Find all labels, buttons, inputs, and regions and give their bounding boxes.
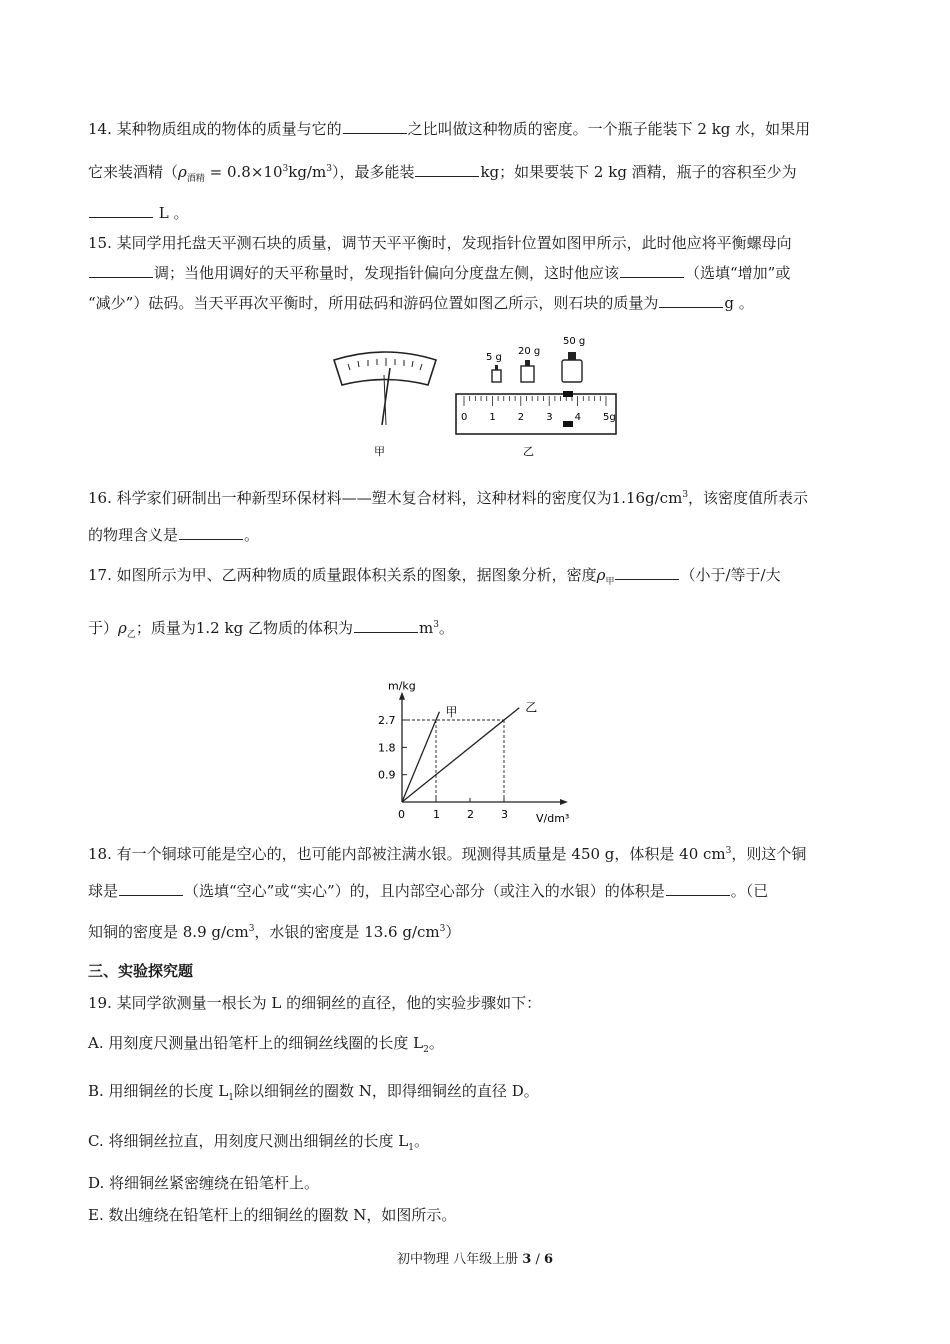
q16-line2: 的物理含义是 。 (88, 526, 260, 544)
fig-jia-label: 甲 (374, 445, 385, 458)
rider-top (563, 391, 573, 397)
weight-50g (562, 360, 582, 382)
q17-blank-1[interactable] (615, 565, 679, 580)
q19-step-c: C. 将细铜丝拉直，用刻度尺测出细铜丝的长度 $L_1$。 (88, 1132, 429, 1153)
page-total: 6 (543, 1252, 554, 1267)
x-axis-arrow (560, 799, 568, 805)
x-tick-label: 2 (467, 808, 474, 821)
scale-tick-label: 4 (574, 412, 581, 423)
q18-line2: 球是 （选填“空心”或“实心”）的，且内部空心部分（或注入的水银）的体积是 。（已 (88, 882, 769, 900)
q19-step-d: D. 将细铜丝紧密缠绕在铅笔杆上。 (88, 1174, 320, 1192)
section-heading: 三、实验探究题 (88, 962, 194, 980)
q14-line1: 14. 某种物质组成的物体的质量与它的 之比叫做这种物质的密度。一个瓶子能装下 2 kg 水，如果用 (88, 120, 811, 138)
q14-line2: 它来装酒精$(\rho_{酒精} = 0.8\times 10^3kg/m^3)$，最多能装 kg；如果要装下 2 kg 酒精，瓶子的容积至少为 (88, 163, 797, 184)
q16-line1: 16. 科学家们研制出一种新型环保材料——塑木复合材料，这种材料的密度仅为$1.16g/cm^3$，该密度值所表示 (88, 489, 809, 507)
series-line-jia (402, 712, 439, 802)
q19-step-b: B. 用细铜丝的长度 $L_1$除以细铜丝的圈数 N，即得细铜丝的直径 D。 (88, 1082, 539, 1103)
q18-blank-1[interactable] (119, 881, 183, 896)
q15-blank-2[interactable] (620, 263, 684, 278)
scale-tick-label: 0 (461, 412, 468, 423)
weight-label: 5 g (486, 352, 502, 363)
q19-step-a: A. 用刻度尺测量出铅笔杆上的细铜丝线圈的长度 $L_2$。 (88, 1034, 444, 1055)
q17-line1: 17. 如图所示为甲、乙两种物质的质量跟体积关系的图象，据图象分析，密度$\rho_甲$ （小于/等于/大 (88, 566, 781, 587)
scale-tick-label: 5g (603, 412, 616, 423)
scale-tick-label: 1 (489, 412, 496, 423)
weight-label: 50 g (563, 336, 586, 347)
y-axis-arrow (399, 692, 405, 700)
page-footer: 初中物理 八年级上册 3 / 6 (396, 1252, 554, 1267)
page-number: 3 (522, 1252, 532, 1267)
mass-volume-chart (362, 650, 592, 832)
q19-intro: 19. 某同学欲测量一根长为 L 的细铜丝的直径，他的实验步骤如下： (88, 994, 542, 1012)
q15-blank-3[interactable] (659, 293, 723, 308)
series-label: 乙 (525, 700, 538, 715)
scale-tick-label: 2 (517, 412, 525, 423)
weight-5g (492, 370, 501, 382)
weight-20g (521, 366, 534, 382)
rider-scale (456, 394, 616, 434)
q15-figure (320, 330, 640, 460)
x-tick-label: 3 (501, 808, 508, 821)
q15-line1: 15. 某同学用托盘天平测石块的质量，调节天平平衡时，发现指针位置如图甲所示，此时他应将平衡螺母向 (88, 234, 792, 252)
q18-line3: 知铜的密度是 8.9 $g/cm^3$，水银的密度是 13.6 $g/cm^3$） (88, 923, 461, 941)
q15-line2: 调；当他用调好的天平称量时，发现指针偏向分度盘左侧，这时他应该 （选填“增加”或 (88, 262, 790, 284)
scale-tick-label: 3 (546, 412, 553, 423)
x-tick-label: 0 (398, 808, 405, 821)
q16-blank[interactable] (179, 525, 243, 540)
q17-line2: 于）$\rho_乙$；质量为1.2 kg 乙物质的体积为 $m^3$。 (88, 619, 454, 640)
x-axis-label: V/dm³ (536, 812, 570, 825)
q14-line3: L 。 (88, 202, 189, 224)
q14-blank-1[interactable] (343, 119, 407, 134)
fig-yi-label: 乙 (523, 445, 534, 458)
balance-dial (334, 352, 436, 458)
weights-and-scale (456, 336, 616, 458)
y-tick-label: 1.8 (378, 741, 396, 755)
q14-blank-3[interactable] (89, 203, 153, 218)
q17-blank-2[interactable] (354, 618, 418, 633)
q15-line3: “减少”）砝码。当天平再次平衡时，所用砝码和游码位置如图乙所示，则石块的质量为 g 。 (88, 294, 754, 312)
y-axis-label: m/kg (388, 679, 416, 693)
y-tick-label: 0.9 (378, 768, 396, 782)
series-line-yi (402, 708, 519, 802)
q19-step-e: E. 数出缠绕在铅笔杆上的细铜丝的圈数 N，如图所示。 (88, 1206, 457, 1224)
weight-label: 20 g (518, 346, 541, 357)
q14-blank-2[interactable] (415, 162, 479, 177)
footer-label: 初中物理 八年级上册 (396, 1252, 519, 1267)
series-label: 甲 (445, 704, 458, 719)
q15-blank-1[interactable] (89, 263, 153, 278)
q18-blank-2[interactable] (666, 881, 730, 896)
rider-bottom (563, 421, 573, 427)
x-tick-label: 1 (433, 808, 440, 821)
y-tick-label: 2.7 (378, 714, 396, 727)
q18-line1: 18. 有一个铜球可能是空心的，也可能内部被注满水银。现测得其质量是 450 g，体积是 40 $cm^3$，则这个铜 (88, 845, 807, 863)
